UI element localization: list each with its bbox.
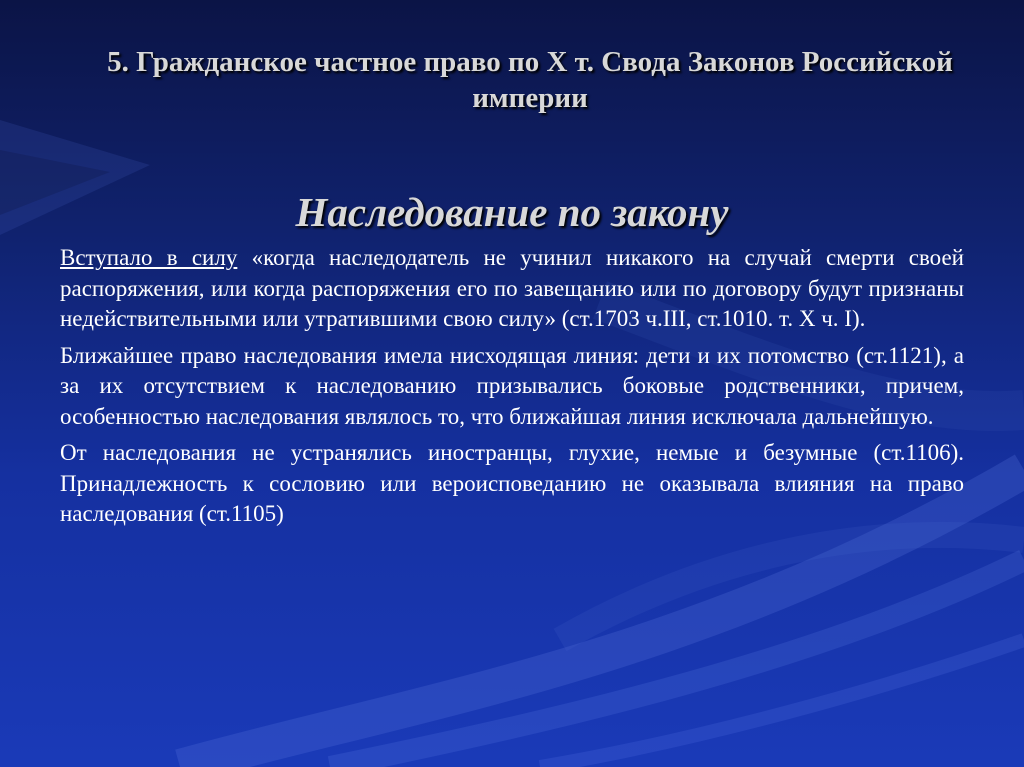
paragraph-3: От наследования не устранялись иностранцы, глухие, немые и безумные (ст.1106). Принадлежность к сословию или вероисповеданию не оказывала влияния на право наследования (ст.1105) — [60, 440, 964, 526]
slide-body — [60, 243, 964, 536]
paragraph-2: Ближайшее право наследования имела нисходящая линия: дети и их потомство (ст.1121), а за их отсутствием к наследованию призывались боковые родственники, причем, особенностью наследования являлось то, что ближайшая линия исключала дальнейшую. — [60, 342, 964, 429]
slide-title: 5. Гражданское частное право по Х т. Свода Законов Российской империи — [107, 46, 953, 114]
slide-subtitle: Наследование по закону — [295, 189, 729, 235]
paragraph-1-lead: Вступало в силу — [60, 245, 238, 270]
paragraph-1-text: «когда наследодатель не учинил никакого на случай смерти своей распоряжения, или когда распоряжения его по завещанию или по договору будут признаны недействительными или утратившими свою силу» (ст.1703 ч.III, ст.1010. т. Х ч. I). — [60, 245, 964, 331]
paragraph-1 — [60, 243, 964, 335]
